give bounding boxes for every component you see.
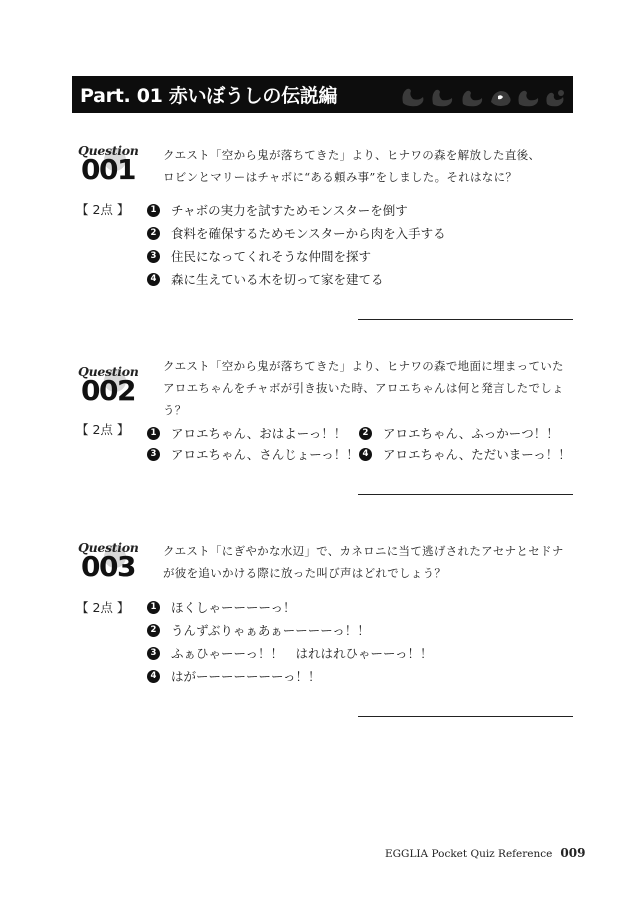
page-footer [385, 846, 585, 860]
question-points: 【 2点 】 [76, 422, 130, 437]
question-text-line: クエスト「空から鬼が落ちてきた」より、ヒナワの森を解放した直後、 [163, 148, 541, 162]
option-item [147, 621, 370, 639]
question-label: Question [78, 364, 139, 379]
option-item [147, 667, 321, 685]
option-number-icon: 3 [147, 448, 160, 461]
option-text: チャボの実力を試すためモンスターを倒す [171, 203, 408, 218]
book-title: EGGLIA Pocket Quiz Reference [385, 848, 553, 860]
option-text: はがーーーーーーーっ！！ [171, 669, 321, 684]
option-number-icon: 4 [147, 273, 160, 286]
option-text: うんずぶりゃぁあぁーーーーっ！！ [171, 623, 370, 638]
question-text-line: う？ [163, 403, 187, 417]
part-title: Part. 01 赤いぼうしの伝説編 [80, 85, 338, 107]
question-text-002 [163, 355, 578, 421]
question-text-line: クエスト「にぎやかな水辺」で、カネロニに当て逃げされたアセナとセドナ [163, 544, 564, 558]
question-points: 【 2点 】 [76, 600, 130, 615]
option-text: ふぁひゃーーっ！！ はれはれひゃーーっ！！ [171, 646, 433, 661]
question-points: 【 2点 】 [76, 202, 130, 217]
option-text: アロエちゃん、おはよーっ！！ [171, 426, 347, 441]
option-number-icon: 4 [147, 670, 160, 683]
option-text: アロエちゃん、ふっかーつ！！ [383, 426, 559, 441]
option-number-icon: 1 [147, 204, 160, 217]
option-item [147, 247, 371, 265]
option-text: アロエちゃん、さんじょーっ！！ [171, 447, 359, 462]
question-number: 001 [81, 153, 135, 186]
answer-line [358, 494, 573, 495]
page-number: 009 [560, 846, 586, 860]
option-item [359, 424, 559, 442]
bird-silhouettes-icon [397, 79, 569, 111]
option-text: 森に生えている木を切って家を建てる [171, 272, 384, 287]
option-number-icon: 3 [147, 250, 160, 263]
option-text: 住民になってくれそうな仲間を探す [171, 249, 372, 264]
option-item [147, 424, 346, 442]
option-text: ほくしゃーーーーっ！ [171, 600, 296, 615]
option-text: アロエちゃん、ただいまーっ！！ [383, 447, 571, 462]
question-text-001 [163, 144, 578, 188]
option-number-icon: 2 [147, 227, 160, 240]
answer-line [358, 716, 573, 717]
option-item [147, 201, 408, 219]
answer-line [358, 319, 573, 320]
question-label: Question [78, 143, 139, 158]
option-text: 食料を確保するためモンスターから肉を入手する [171, 226, 446, 241]
question-text-line: アロエちゃんをチャボが引き抜いた時、アロエちゃんは何と発言したでしょ [163, 381, 564, 395]
option-number-icon: 2 [359, 427, 372, 440]
question-text-003 [163, 540, 578, 584]
option-item [359, 445, 571, 463]
option-item [147, 644, 433, 662]
option-number-icon: 1 [147, 601, 160, 614]
option-number-icon: 1 [147, 427, 160, 440]
question-label: Question [78, 540, 139, 555]
question-text-line: クエスト「空から鬼が落ちてきた」より、ヒナワの森で地面に埋まっていた [163, 359, 564, 373]
option-item [147, 445, 359, 463]
option-number-icon: 2 [147, 624, 160, 637]
option-item [147, 224, 446, 242]
question-text-line: が彼を追いかける際に放った叫び声はどれでしょう？ [163, 566, 447, 580]
option-item [147, 598, 296, 616]
question-number: 003 [81, 550, 135, 583]
option-item [147, 270, 384, 288]
question-number: 002 [81, 374, 135, 407]
part-header [72, 76, 573, 113]
option-number-icon: 3 [147, 647, 160, 660]
option-number-icon: 4 [359, 448, 372, 461]
question-text-line: ロビンとマリーはチャボに“ある頼み事”をしました。それはなに？ [163, 170, 518, 184]
